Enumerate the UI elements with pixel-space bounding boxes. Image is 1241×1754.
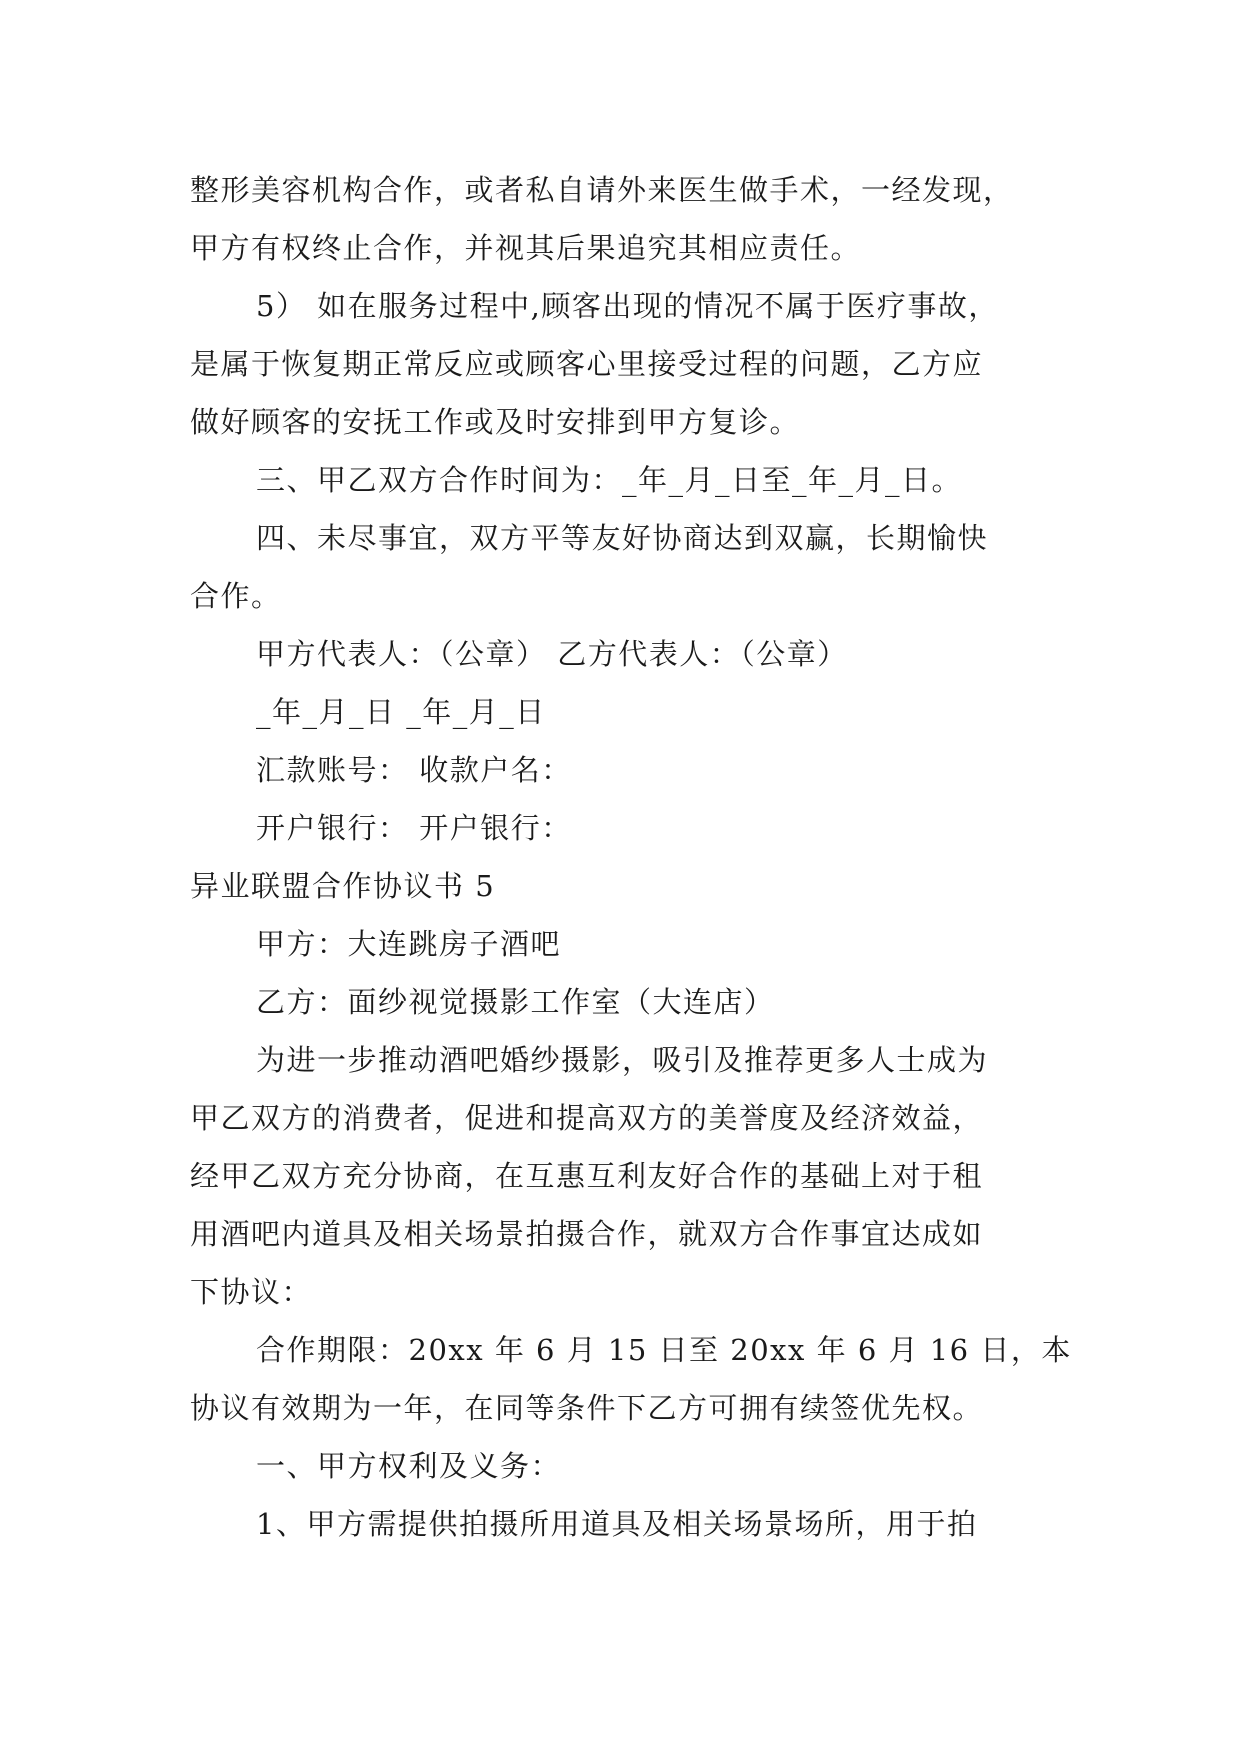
text-line: 协议有效期为一年，在同等条件下乙方可拥有续签优先权。 (190, 1391, 984, 1425)
text-line: 四、未尽事宜，双方平等友好协商达到双赢，长期愉快 (256, 521, 989, 555)
text-line: 整形美容机构合作，或者私自请外来医生做手术，一经发现， (190, 173, 1014, 207)
text-line: 一、甲方权利及义务： (256, 1449, 562, 1483)
text-line: 三、甲乙双方合作时间为：_年_月_日至_年_月_日。 (256, 463, 963, 497)
text-line: 是属于恢复期正常反应或顾客心里接受过程的问题，乙方应 (190, 347, 984, 381)
text-line: 1、甲方需提供拍摄所用道具及相关场景场所，用于拍 (256, 1507, 978, 1541)
text-line: 乙方：面纱视觉摄影工作室（大连店） (256, 985, 775, 1019)
text-line: 下协议： (190, 1275, 313, 1309)
text-line: 甲方有权终止合作，并视其后果追究其相应责任。 (190, 231, 862, 265)
text-line: 甲方代表人：（公章） 乙方代表人：（公章） (256, 637, 848, 671)
text-line: 汇款账号： 收款户名： (256, 753, 572, 787)
text-line: 5） 如在服务过程中,顾客出现的情况不属于医疗事故， (256, 289, 999, 323)
text-line: 做好顾客的安抚工作或及时安排到甲方复诊。 (190, 405, 801, 439)
text-line: 合作。 (190, 579, 282, 613)
text-line: 用酒吧内道具及相关场景拍摄合作，就双方合作事宜达成如 (190, 1217, 984, 1251)
text-line: 合作期限：20xx 年 6 月 15 日至 20xx 年 6 月 16 日，本 (256, 1333, 1072, 1367)
text-line: 为进一步推动酒吧婚纱摄影，吸引及推荐更多人士成为 (256, 1043, 989, 1077)
section-title: 异业联盟合作协议书 5 (190, 869, 496, 903)
text-line: _年_月_日 _年_月_日 (256, 695, 546, 729)
text-line: 甲方：大连跳房子酒吧 (256, 927, 562, 961)
text-line: 甲乙双方的消费者，促进和提高双方的美誉度及经济效益， (190, 1101, 984, 1135)
text-line: 经甲乙双方充分协商，在互惠互利友好合作的基础上对于租 (190, 1159, 984, 1193)
text-line: 开户银行： 开户银行： (256, 811, 572, 845)
